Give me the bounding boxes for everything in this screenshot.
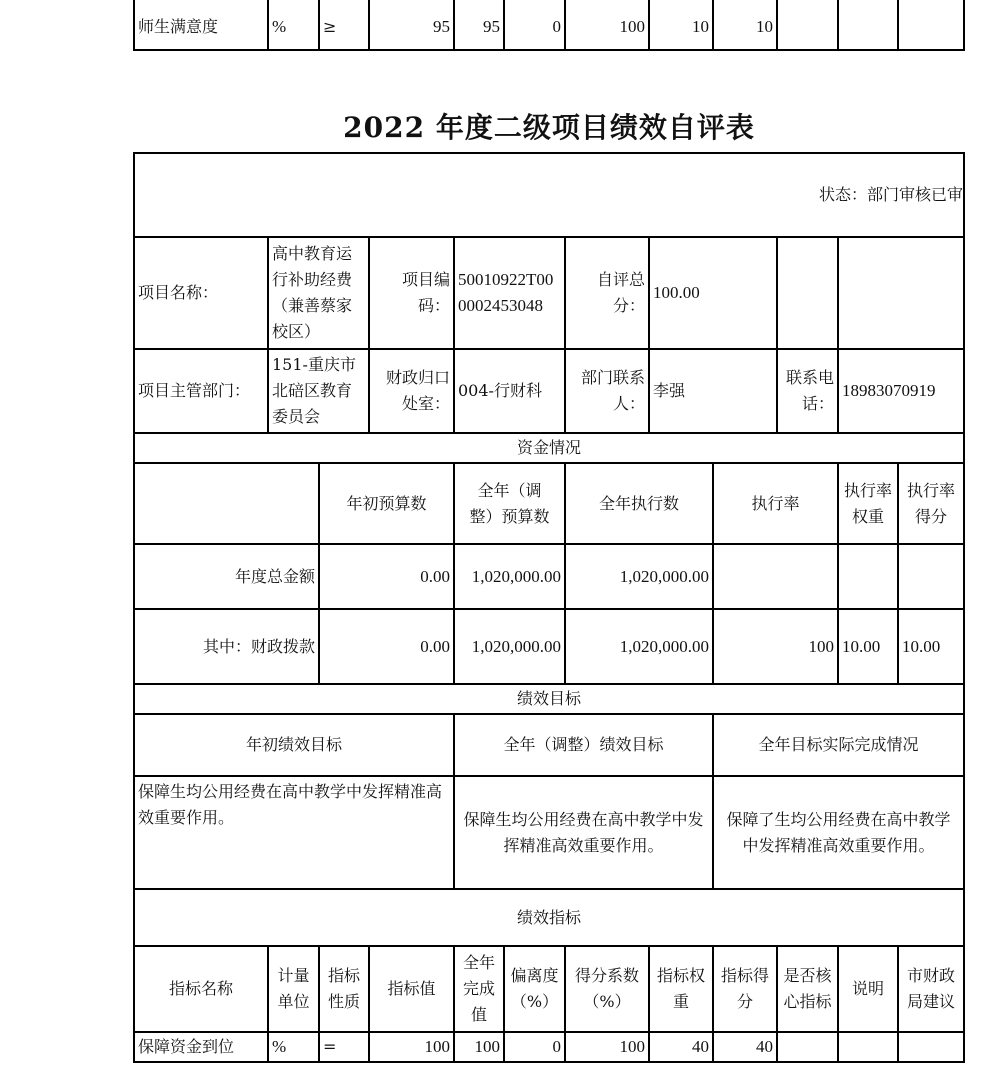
- ind-row-actual: 100: [474, 1037, 500, 1056]
- goals-header-actual: 全年目标实际完成情况: [758, 735, 919, 754]
- top-row-score: 10: [756, 16, 773, 36]
- funds-fiscal-weight: 10.00: [842, 636, 881, 656]
- project-name-value: 高中教育运行补助经费（兼善蔡家校区）: [272, 244, 353, 341]
- ind-header-core: 是否核心指标: [783, 966, 832, 1011]
- funds-section-title: 资金情况: [516, 438, 581, 457]
- ind-header-coef: 得分系数（%）: [574, 966, 639, 1011]
- ind-row-target: 100: [424, 1037, 450, 1056]
- ind-header-target: 指标值: [387, 979, 436, 998]
- ind-row-coef: 100: [619, 1037, 645, 1056]
- top-row-weight: 10: [692, 16, 709, 36]
- top-row-actual: 95: [483, 16, 500, 36]
- top-row-coef: 100: [619, 16, 645, 36]
- ind-header-note: 说明: [851, 979, 884, 998]
- ind-row-unit: %: [272, 1037, 287, 1056]
- ind-header-nature: 指标性质: [327, 966, 360, 1011]
- project-name-label: 项目名称：: [138, 283, 219, 302]
- ind-row-score: 40: [756, 1037, 773, 1056]
- funds-header-rate: 执行率: [751, 493, 800, 513]
- ind-header-actual: 全年完成值: [462, 953, 495, 1024]
- ind-header-weight: 指标权重: [656, 966, 705, 1011]
- contact-label: 部门联系人：: [580, 368, 645, 413]
- phone-label: 联系电话：: [785, 368, 834, 413]
- ind-row-name: 保障资金到位: [138, 1037, 235, 1056]
- ind-header-deviation: 偏离度（%）: [510, 966, 559, 1011]
- goals-header-adjusted: 全年（调整）绩效目标: [503, 735, 664, 754]
- top-row-nature: ≥: [323, 16, 337, 36]
- funds-header-weight: 执行率权重: [843, 480, 892, 526]
- funds-header-initial: 年初预算数: [346, 493, 427, 513]
- goals-adjusted-text: 保障生均公用经费在高中教学中发挥精准高效重要作用。: [463, 809, 704, 855]
- funds-fiscal-label: 其中：财政拨款: [202, 636, 315, 656]
- top-row-target: 95: [433, 16, 450, 36]
- dept-label: 项目主管部门：: [138, 381, 251, 400]
- dept-value: 151-重庆市北碚区教育委员会: [272, 355, 356, 426]
- project-code-label: 项目编码：: [401, 270, 450, 315]
- finance-dept-value: 004-行财科: [458, 381, 542, 400]
- ind-header-suggestion: 市财政局建议: [907, 966, 956, 1011]
- funds-header-executed: 全年执行数: [598, 493, 679, 513]
- self-score-label: 自评总分：: [596, 270, 645, 315]
- funds-total-executed: 1,020,000.00: [619, 566, 709, 586]
- ind-row-weight: 40: [692, 1037, 709, 1056]
- goals-header-initial: 年初绩效目标: [245, 735, 342, 754]
- goals-actual-text: 保障了生均公用经费在高中教学中发挥精准高效重要作用。: [726, 809, 951, 855]
- ind-row-nature: =: [323, 1037, 337, 1056]
- top-row-deviation: 0: [552, 16, 561, 36]
- funds-fiscal-adjusted: 1,020,000.00: [471, 636, 561, 656]
- funds-fiscal-executed: 1,020,000.00: [619, 636, 709, 656]
- status-text: 状态：部门审核已审: [818, 185, 963, 204]
- funds-total-adjusted: 1,020,000.00: [471, 566, 561, 586]
- goals-initial-text: 保障生均公用经费在高中教学中发挥精准高效重要作用。: [138, 782, 443, 827]
- ind-header-score: 指标得分: [720, 966, 769, 1011]
- ind-header-unit: 计量单位: [277, 966, 310, 1011]
- goals-section-title: 绩效目标: [516, 689, 581, 708]
- top-row-name: 师生满意度: [138, 16, 219, 36]
- ind-header-name: 指标名称: [168, 979, 233, 998]
- funds-header-score: 执行率得分: [906, 480, 955, 526]
- project-code-value: 50010922T000002453048: [458, 270, 554, 315]
- ind-row-deviation: 0: [552, 1037, 561, 1056]
- funds-fiscal-initial: 0.00: [420, 636, 450, 656]
- funds-total-label: 年度总金额: [234, 566, 315, 586]
- funds-fiscal-rate: 100: [808, 636, 834, 656]
- phone-value: 18983070919: [842, 381, 936, 400]
- funds-fiscal-score: 10.00: [902, 636, 941, 656]
- self-score-value: 100.00: [653, 283, 700, 302]
- funds-total-initial: 0.00: [420, 566, 450, 586]
- contact-value: 李强: [653, 381, 686, 400]
- top-row-unit: %: [272, 16, 287, 36]
- funds-header-adjusted: 全年（调整）预算数: [469, 480, 550, 526]
- page-title: 2022 年度二级项目绩效自评表: [343, 111, 755, 144]
- finance-dept-label: 财政归口处室：: [385, 368, 450, 413]
- indicators-section-title: 绩效指标: [516, 907, 581, 927]
